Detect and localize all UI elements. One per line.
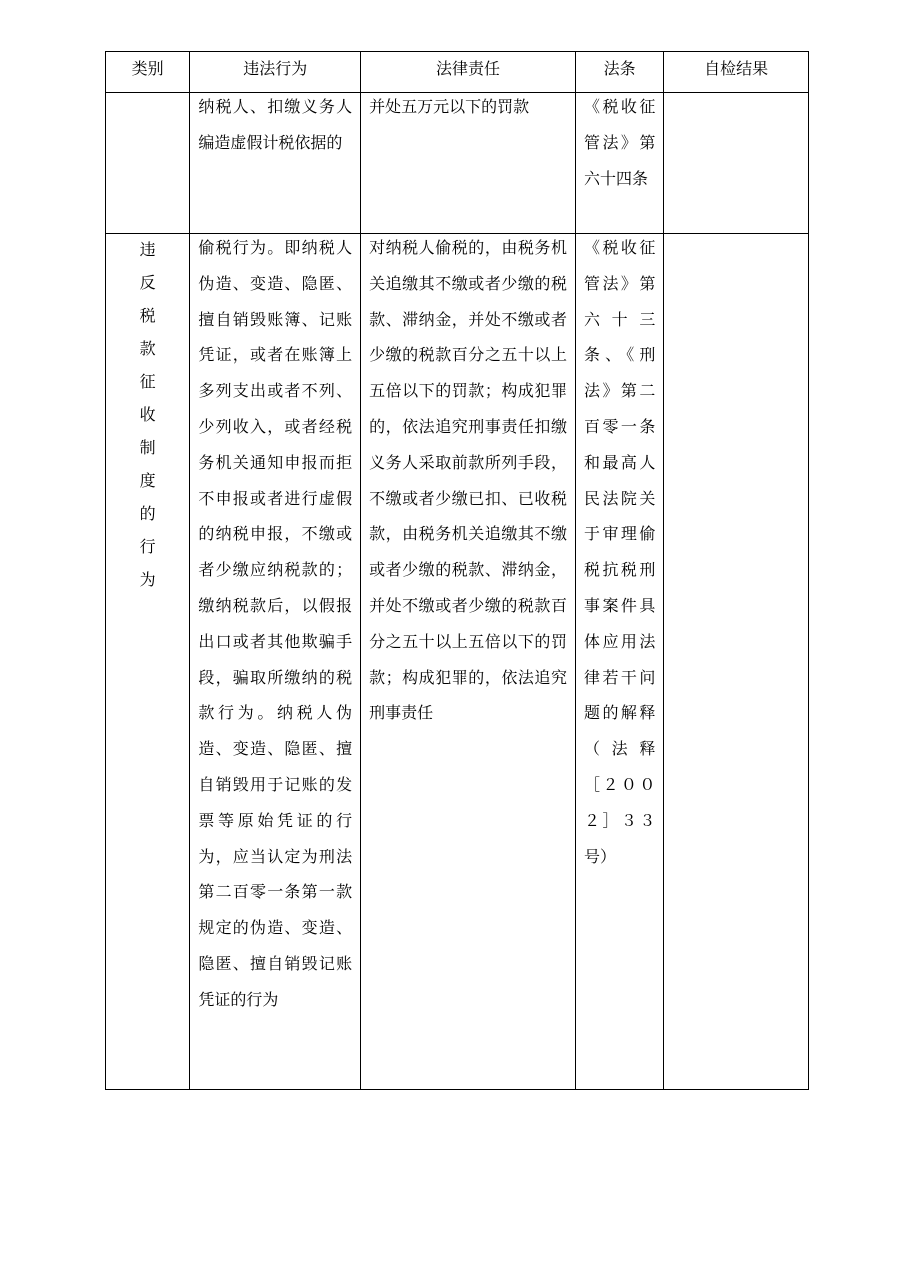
document-page (105, 51, 809, 1090)
category-text: 违反税款征收制度的行为 (139, 240, 156, 589)
header-self-check: 自检结果 (664, 52, 809, 93)
header-category: 类别 (106, 52, 190, 93)
violation-cell (190, 93, 361, 234)
law-cell (575, 93, 663, 234)
liability-text: 对纳税人偷税的，由税务机关追缴其不缴或者少缴的税款、滞纳金，并处不缴或者少缴的税款百分之五十以上五倍以下的罚款；构成犯罪的，依法追究刑事责任扣缴义务人采取前款所列手段，不缴或者少缴已扣、已收税款，由税务机关追缴其不缴或者少缴的税款、滞纳金，并处不缴或者少缴的税款百分之五十以上五倍以下的罚款；构成犯罪的，依法追究刑事责任 (369, 238, 567, 723)
violation-cell (190, 234, 361, 1090)
header-liability: 法律责任 (361, 52, 576, 93)
self-check-cell (664, 234, 809, 1090)
table-row (106, 93, 809, 234)
table-row (106, 234, 809, 1090)
liability-text: 并处五万元以下的罚款 (369, 97, 530, 116)
liability-cell (361, 93, 576, 234)
table-header-row (106, 52, 809, 93)
tax-violation-table (105, 51, 809, 1090)
header-law: 法条 (575, 52, 663, 93)
category-cell (106, 93, 190, 234)
law-text: 《税收征管法》第六十四条 (583, 97, 656, 188)
header-violation: 违法行为 (190, 52, 361, 93)
violation-text: 纳税人、扣缴义务人编造虚假计税依据的 (198, 97, 353, 152)
law-cell (575, 234, 663, 1090)
self-check-cell (664, 93, 809, 234)
law-text: 《税收征管法》第六十三条、《刑法》第二百零一条和最高人民法院关于审理偷税抗税刑事案件具体应用法律若干问题的解释（法释［２００２］３３号） (583, 238, 656, 866)
category-cell (106, 234, 190, 1090)
liability-cell (361, 234, 576, 1090)
violation-text: 偷税行为。即纳税人伪造、变造、隐匿、擅自销毁账簿、记账凭证，或者在账簿上多列支出或者不列、少列收入，或者经税务机关通知申报而拒不申报或者进行虚假的纳税申报，不缴或者少缴应纳税款的；缴纳税款后，以假报出口或者其他欺骗手段，骗取所缴纳的税款行为。纳税人伪造、变造、隐匿、擅自销毁用于记账的发票等原始凭证的行为，应当认定为刑法第二百零一条第一款规定的伪造、变造、隐匿、擅自销毁记账凭证的行为 (198, 238, 353, 1009)
